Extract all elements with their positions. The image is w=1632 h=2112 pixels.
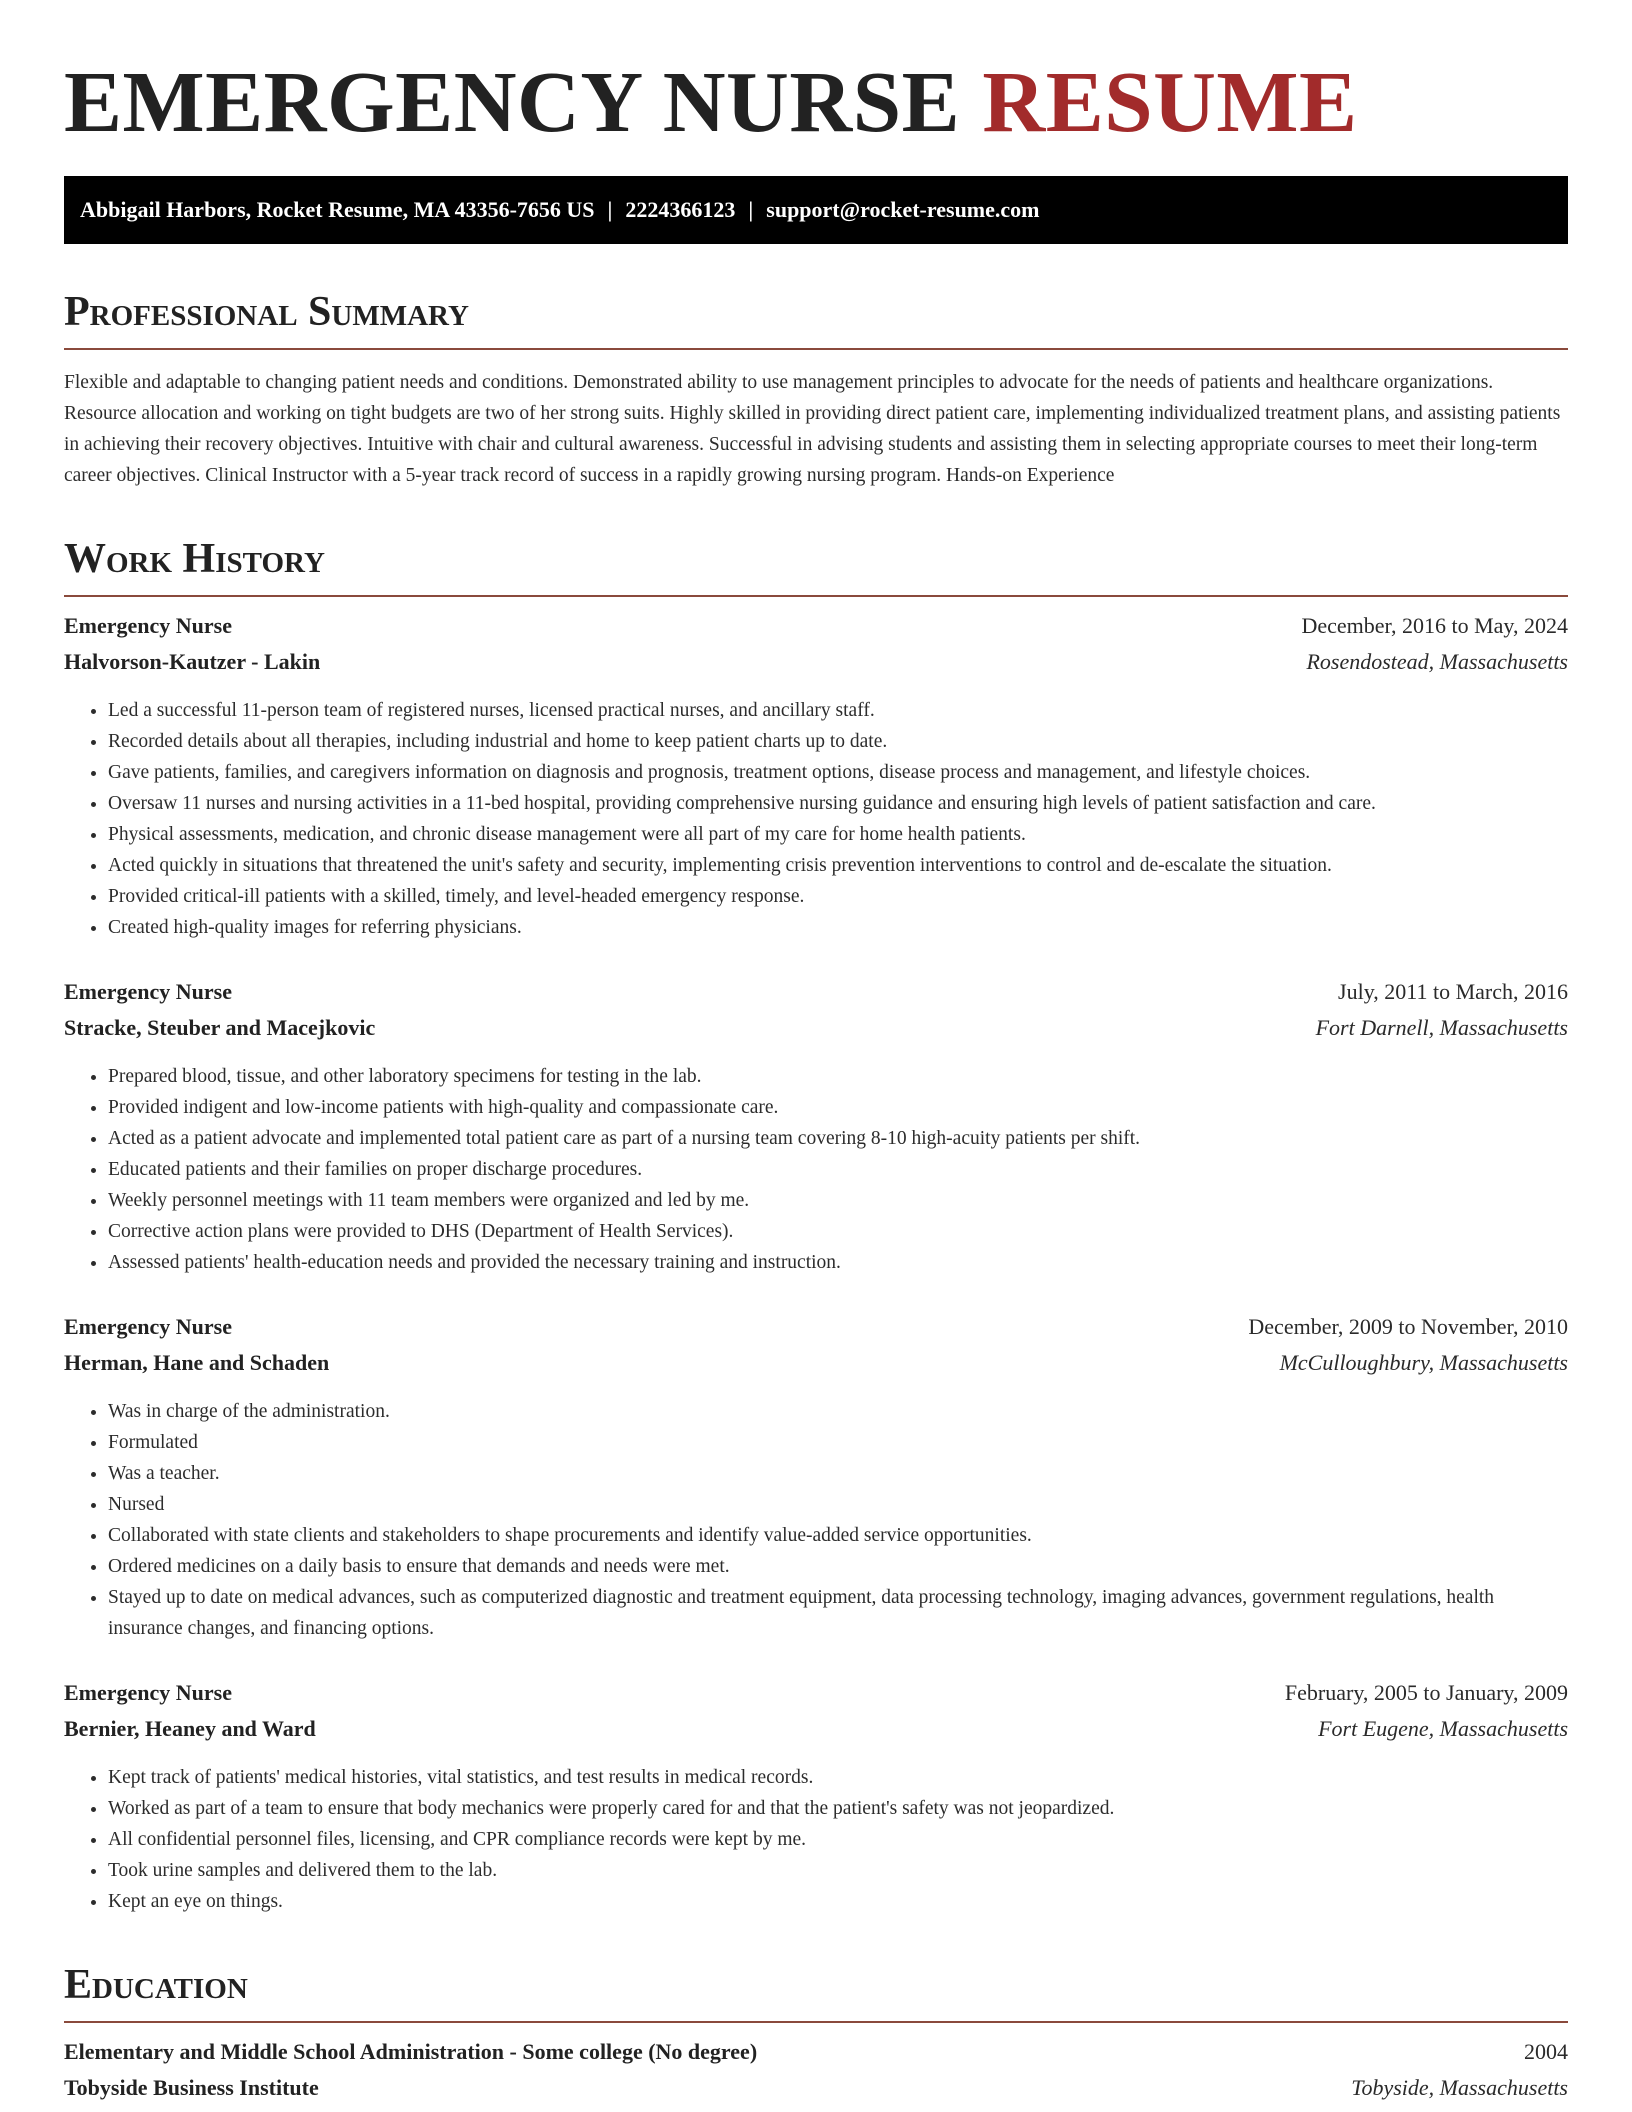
job-bullets bbox=[64, 695, 1568, 943]
contact-email: support@rocket-resume.com bbox=[766, 197, 1040, 222]
job-header-row bbox=[64, 613, 1568, 649]
education-location: Tobyside, Massachusetts bbox=[1351, 2075, 1568, 2100]
job-dates: July, 2011 to March, 2016 bbox=[1338, 979, 1568, 1004]
job-bullet: • Assessed patients' health-education needs and provided the necessary training and instruction. bbox=[108, 1247, 1568, 1278]
title-accent: RESUME bbox=[982, 53, 1358, 150]
job-company: Bernier, Heaney and Ward bbox=[64, 1716, 316, 1741]
job-bullet: • Led a successful 11-person team of registered nurses, licensed practical nurses, and ancillary staff. bbox=[108, 695, 1568, 726]
job-bullet: • Educated patients and their families on proper discharge procedures. bbox=[108, 1154, 1568, 1185]
education-school: Tobyside Business Institute bbox=[64, 2075, 319, 2100]
contact-separator: | bbox=[748, 197, 754, 222]
job-entry bbox=[64, 613, 1568, 943]
job-company-row bbox=[64, 1716, 1568, 1752]
job-location: McCulloughbury, Massachusetts bbox=[1279, 1350, 1568, 1375]
job-bullet: • Recorded details about all therapies, including industrial and home to keep patient charts up to date. bbox=[108, 726, 1568, 757]
resume-content bbox=[64, 52, 1568, 2111]
job-bullet: • Weekly personnel meetings with 11 team members were organized and led by me. bbox=[108, 1185, 1568, 1216]
job-title: Emergency Nurse bbox=[64, 1680, 233, 1705]
job-location: Rosendostead, Massachusetts bbox=[1306, 649, 1568, 674]
title-main: EMERGENCY NURSE bbox=[64, 53, 961, 150]
job-bullet: • Was a teacher. bbox=[108, 1458, 1568, 1489]
job-bullet: • Nursed bbox=[108, 1489, 1568, 1520]
job-bullet: • Corrective action plans were provided to DHS (Department of Health Services). bbox=[108, 1216, 1568, 1247]
job-bullet: • Prepared blood, tissue, and other laboratory specimens for testing in the lab. bbox=[108, 1061, 1568, 1092]
job-bullets bbox=[64, 1061, 1568, 1278]
job-bullet: • Acted quickly in situations that threatened the unit's safety and security, implementing crisis prevention interventions to control and de-escalate the situation. bbox=[108, 850, 1568, 881]
work-history-heading: Work History bbox=[64, 537, 1568, 597]
education-degree: Elementary and Middle School Administration - Some college (No degree) bbox=[64, 2039, 758, 2064]
job-company-row bbox=[64, 649, 1568, 685]
job-company: Stracke, Steuber and Macejkovic bbox=[64, 1015, 376, 1040]
job-bullet: • Stayed up to date on medical advances, such as computerized diagnostic and treatment equipment, data processing technology, imaging advances, government regulations, health insurance changes, and financing options. bbox=[108, 1582, 1568, 1644]
job-header-row bbox=[64, 1680, 1568, 1716]
job-dates: February, 2005 to January, 2009 bbox=[1284, 1680, 1568, 1705]
job-header-row bbox=[64, 979, 1568, 1015]
job-company-row bbox=[64, 1350, 1568, 1386]
contact-address: Abbigail Harbors, Rocket Resume, MA 43356-7656 US bbox=[80, 197, 595, 222]
job-bullet: • Was in charge of the administration. bbox=[108, 1396, 1568, 1427]
job-title: Emergency Nurse bbox=[64, 613, 233, 638]
job-entry bbox=[64, 1680, 1568, 1917]
job-bullet: • Created high-quality images for referring physicians. bbox=[108, 912, 1568, 943]
work-history-section bbox=[64, 537, 1568, 1917]
education-school-row bbox=[64, 2075, 1568, 2111]
job-header-row bbox=[64, 1314, 1568, 1350]
job-entry bbox=[64, 979, 1568, 1278]
job-bullet: • All confidential personnel files, licensing, and CPR compliance records were kept by me. bbox=[108, 1824, 1568, 1855]
job-company: Herman, Hane and Schaden bbox=[64, 1350, 330, 1375]
contact-bar bbox=[64, 176, 1568, 244]
job-location: Fort Eugene, Massachusetts bbox=[1318, 1716, 1568, 1741]
job-bullet: • Kept an eye on things. bbox=[108, 1886, 1568, 1917]
education-heading: Education bbox=[64, 1963, 1568, 2023]
summary-section bbox=[64, 290, 1568, 491]
contact-phone: 2224366123 bbox=[625, 197, 736, 222]
job-bullet: • Collaborated with state clients and stakeholders to shape procurements and identify value-added service opportunities. bbox=[108, 1520, 1568, 1551]
education-entry bbox=[64, 2039, 1568, 2111]
job-bullet: • Provided indigent and low-income patients with high-quality and compassionate care. bbox=[108, 1092, 1568, 1123]
education-year: 2004 bbox=[1524, 2039, 1568, 2064]
job-title: Emergency Nurse bbox=[64, 979, 233, 1004]
job-bullet: • Took urine samples and delivered them to the lab. bbox=[108, 1855, 1568, 1886]
job-bullet: • Gave patients, families, and caregivers information on diagnosis and prognosis, treatment options, disease process and management, and lifestyle choices. bbox=[108, 757, 1568, 788]
job-bullet: • Ordered medicines on a daily basis to ensure that demands and needs were met. bbox=[108, 1551, 1568, 1582]
education-section bbox=[64, 1963, 1568, 2111]
education-degree-row bbox=[64, 2039, 1568, 2075]
job-entry bbox=[64, 1314, 1568, 1644]
job-company-row bbox=[64, 1015, 1568, 1051]
job-bullet: • Acted as a patient advocate and implemented total patient care as part of a nursing team covering 8-10 high-acuity patients per shift. bbox=[108, 1123, 1568, 1154]
summary-heading: Professional Summary bbox=[64, 290, 1568, 350]
job-dates: December, 2009 to November, 2010 bbox=[1248, 1314, 1568, 1339]
job-bullets bbox=[64, 1762, 1568, 1917]
job-bullet: • Physical assessments, medication, and chronic disease management were all part of my care for home health patients. bbox=[108, 819, 1568, 850]
job-location: Fort Darnell, Massachusetts bbox=[1315, 1015, 1568, 1040]
job-bullet: • Kept track of patients' medical histories, vital statistics, and test results in medical records. bbox=[108, 1762, 1568, 1793]
job-bullet: • Formulated bbox=[108, 1427, 1568, 1458]
job-title: Emergency Nurse bbox=[64, 1314, 233, 1339]
resume-title bbox=[64, 52, 1568, 152]
job-bullet: • Oversaw 11 nurses and nursing activities in a 11-bed hospital, providing comprehensive nursing guidance and ensuring high levels of patient satisfaction and care. bbox=[108, 788, 1568, 819]
job-company: Halvorson-Kautzer - Lakin bbox=[64, 649, 321, 674]
summary-text: Flexible and adaptable to changing patient needs and conditions. Demonstrated ability to use management principles to advocate for the needs of patients and healthcare organizations. Resource allocation and working on tight budgets are two of her strong suits. Highly skilled in providing direct patient care, implementing individualized treatment plans, and assisting patients in achieving their recovery objectives. Intuitive with chair and cultural awareness. Successful in advising students and assisting them in selecting appropriate courses to meet their long-term career objectives. Clinical Instructor with a 5-year track record of success in a rapidly growing nursing program. Hands-on Experience bbox=[64, 372, 1561, 486]
job-bullet: • Provided critical-ill patients with a skilled, timely, and level-headed emergency response. bbox=[108, 881, 1568, 912]
contact-separator: | bbox=[607, 197, 613, 222]
job-bullet: • Worked as part of a team to ensure that body mechanics were properly cared for and that the patient's safety was not jeopardized. bbox=[108, 1793, 1568, 1824]
job-dates: December, 2016 to May, 2024 bbox=[1301, 613, 1568, 638]
job-bullets bbox=[64, 1396, 1568, 1644]
